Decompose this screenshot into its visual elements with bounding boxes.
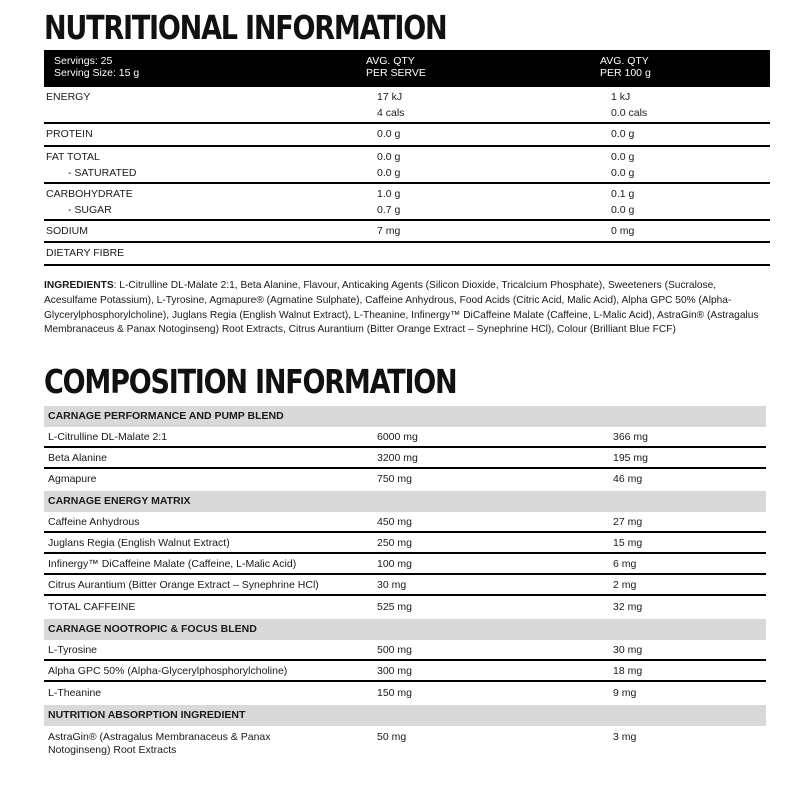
nutrient-label: PROTEIN (46, 128, 93, 140)
nutrient-label: SODIUM (46, 225, 88, 237)
ingredient-name: Agmapure (48, 473, 97, 485)
ingredient-row (44, 554, 766, 575)
per-100g-value: 366 mg (613, 431, 649, 443)
per-serve-value (377, 90, 404, 121)
per-100g-value: 0 mg (611, 225, 635, 237)
per-serve-value: 525 mg (377, 601, 413, 613)
nutrition-row-sodium (44, 221, 770, 243)
saturated-label: - SATURATED (68, 166, 137, 179)
serving-size-text: Serving Size: 15 g (54, 67, 140, 79)
per-serve-header (366, 55, 426, 79)
energy-cals-serve: 4 cals (377, 106, 405, 119)
ingredients-list: : L-Citrulline DL-Malate 2:1, Beta Alanine, Flavour, Anticaking Agents (Silicon Dioxide, Tricalcium Phosphate), Sweeteners (Sucralose, Acesulfame Potassium), L-Tyrosine, Agmapure® (Agmatine Sulphate), Caffeine Anhydrous, Food Acids (Citric Acid, Malic Acid), Alpha GPC 50% (Alpha-Glycerylphosphorylcholine), Juglans Regia (English Walnut Extract), L-Theanine, Infinergy™ DiCaffeine Malate (Caffeine, L-Malic Acid), AstraGin® (Astragalus Membranaceus & Panax Notoginseng) Root Extracts, Citrus Aurantium (Bitter Orange Extract – Synephrine HCl), Colour (Brilliant Blue FCF) (44, 280, 759, 336)
per-100g-value: 195 mg (613, 452, 649, 464)
ingredient-name-line2: Notoginseng) Root Extracts (48, 744, 177, 756)
fat-total-serve: 0.0 g (377, 151, 401, 163)
ingredient-row (44, 640, 766, 661)
sugar-serve: 0.7 g (377, 203, 401, 216)
per-100g-value: 32 mg (613, 601, 643, 613)
servings-text: Servings: 25 (54, 55, 113, 67)
ingredient-row (44, 448, 766, 469)
fat-total-label: FAT TOTAL (46, 151, 100, 163)
energy-kj-serve: 17 kJ (377, 91, 403, 103)
ingredient-row (44, 512, 766, 533)
category-label: CARNAGE PERFORMANCE AND PUMP BLEND (48, 410, 284, 422)
category-row (44, 619, 766, 640)
per-100g-value: 18 mg (613, 665, 643, 677)
per-serve-value: 30 mg (377, 579, 407, 591)
per-serve-header-line2: PER SERVE (366, 67, 426, 79)
ingredient-row (44, 469, 766, 490)
ingredients-text (44, 279, 770, 338)
ingredient-row (44, 575, 766, 596)
category-label: CARNAGE ENERGY MATRIX (48, 495, 191, 507)
per-100g-value: 46 mg (613, 473, 643, 485)
per-serve-value: 750 mg (377, 473, 413, 485)
ingredient-name: Caffeine Anhydrous (48, 516, 140, 528)
fat-total-100g: 0.0 g (611, 151, 635, 163)
per-serve-value: 250 mg (377, 537, 413, 549)
row-divider (44, 680, 766, 682)
carbohydrate-serve: 1.0 g (377, 188, 401, 200)
ingredient-name: L-Theanine (48, 687, 102, 699)
saturated-100g: 0.0 g (611, 166, 635, 179)
per-100g-value: 6 mg (613, 558, 637, 570)
ingredient-name: Infinergy™ DiCaffeine Malate (Caffeine, L-Malic Acid) (48, 558, 297, 570)
per-serve-value: 50 mg (377, 731, 407, 743)
per-serve-value: 3200 mg (377, 452, 418, 464)
per-serve-value: 0.0 g (377, 128, 401, 140)
category-row (44, 406, 766, 427)
ingredient-row (44, 727, 766, 763)
per-100g-value: 27 mg (613, 516, 643, 528)
row-divider (44, 264, 770, 266)
ingredients-label: INGREDIENTS (44, 280, 114, 291)
composition-title: COMPOSITION INFORMATION (44, 362, 457, 401)
per-serve-value: 100 mg (377, 558, 413, 570)
servings-info (54, 55, 139, 79)
category-label: NUTRITION ABSORPTION INGREDIENT (48, 709, 246, 721)
sugar-label: - SUGAR (68, 203, 112, 216)
per-serve-value: 300 mg (377, 665, 413, 677)
ingredient-name: TOTAL CAFFEINE (48, 601, 136, 613)
saturated-serve: 0.0 g (377, 166, 401, 179)
carbohydrate-label: CARBOHYDRATE (46, 188, 133, 200)
per-serve-value: 150 mg (377, 687, 413, 699)
per-serve-value: 450 mg (377, 516, 413, 528)
ingredient-name: L-Citrulline DL-Malate 2:1 (48, 431, 168, 443)
per-serve-value (377, 187, 400, 218)
nutrition-row-dietary-fibre (44, 243, 770, 266)
ingredient-row (44, 683, 766, 704)
per-100g-header-line2: PER 100 g (600, 67, 651, 79)
per-100g-value (611, 90, 647, 121)
per-100g-value: 3 mg (613, 731, 637, 743)
per-100g-value: 9 mg (613, 687, 637, 699)
ingredient-name (48, 731, 271, 757)
per-100g-value (611, 187, 634, 218)
per-serve-value: 6000 mg (377, 431, 418, 443)
ingredient-name: Juglans Regia (English Walnut Extract) (48, 537, 230, 549)
category-row (44, 705, 766, 726)
sugar-100g: 0.0 g (611, 203, 635, 216)
nutrition-row-carbohydrate (44, 184, 770, 221)
per-100g-value: 30 mg (613, 644, 643, 656)
nutrition-title: NUTRITIONAL INFORMATION (44, 8, 447, 47)
per-serve-value: 500 mg (377, 644, 413, 656)
per-100g-value (611, 150, 634, 181)
per-100g-value: 0.0 g (611, 128, 635, 140)
per-100g-value: 2 mg (613, 579, 637, 591)
energy-kj-100g: 1 kJ (611, 91, 631, 103)
nutrition-row-fat (44, 147, 770, 184)
ingredient-row (44, 661, 766, 682)
ingredient-row (44, 533, 766, 554)
per-serve-header-line1: AVG. QTY (366, 55, 415, 67)
ingredient-row (44, 597, 766, 618)
ingredient-name-line1: AstraGin® (Astragalus Membranaceus & Panax (48, 731, 271, 743)
energy-cals-100g: 0.0 cals (611, 106, 648, 119)
row-divider (44, 594, 766, 596)
per-100g-header (600, 55, 651, 79)
nutrient-label (46, 150, 136, 181)
per-serve-value (377, 150, 400, 181)
category-label: CARNAGE NOOTROPIC & FOCUS BLEND (48, 623, 257, 635)
category-row (44, 491, 766, 512)
nutrient-label: DIETARY FIBRE (46, 247, 125, 259)
ingredient-name: Beta Alanine (48, 452, 107, 464)
per-100g-value: 15 mg (613, 537, 643, 549)
nutrient-label (46, 187, 133, 218)
nutrition-header-bar (44, 50, 770, 87)
ingredient-row (44, 427, 766, 448)
carbohydrate-100g: 0.1 g (611, 188, 635, 200)
nutrition-row-protein (44, 124, 770, 147)
nutrient-label: ENERGY (46, 91, 91, 103)
per-serve-value: 7 mg (377, 225, 401, 237)
ingredient-name: L-Tyrosine (48, 644, 98, 656)
ingredient-name: Alpha GPC 50% (Alpha-Glycerylphosphorylcholine) (48, 665, 288, 677)
ingredient-name: Citrus Aurantium (Bitter Orange Extract – Synephrine HCl) (48, 579, 319, 591)
per-100g-header-line1: AVG. QTY (600, 55, 649, 67)
nutrition-row-energy (44, 87, 770, 124)
